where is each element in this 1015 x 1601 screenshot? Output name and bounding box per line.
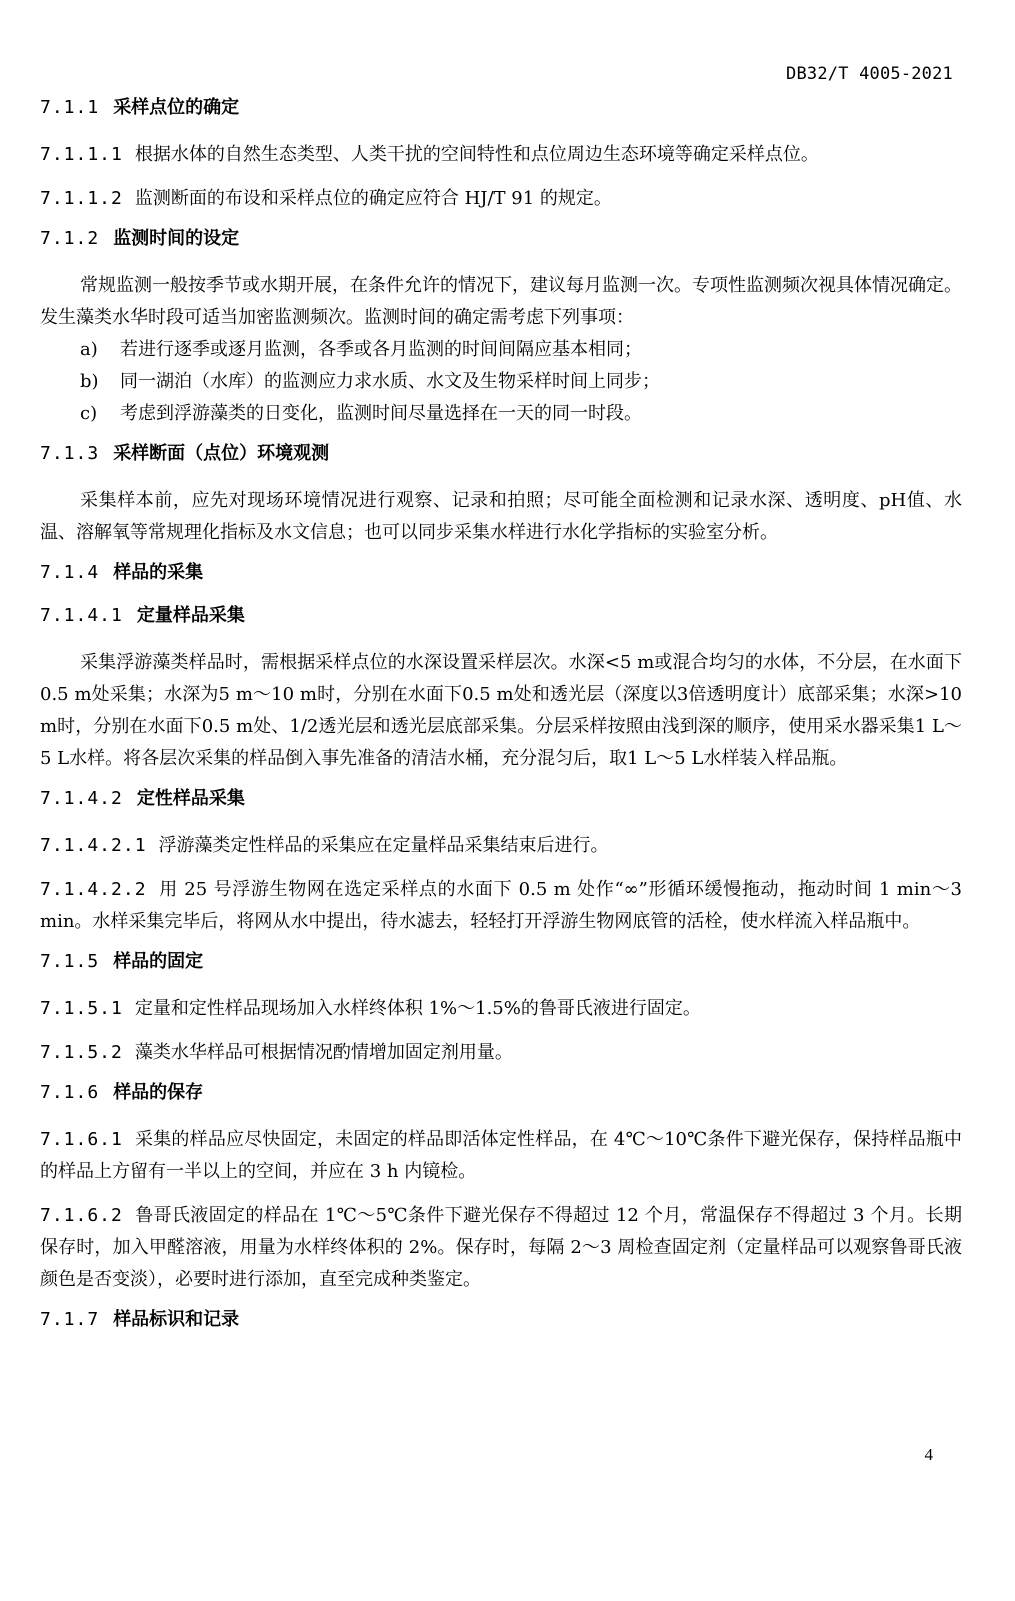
clause-number: 7.1.5.1 — [40, 998, 123, 1019]
list-marker: c) — [80, 403, 98, 424]
list-7-1-2 — [40, 334, 962, 430]
section-heading-7-1-7 — [40, 1308, 962, 1332]
section-number: 7.1.1 — [40, 97, 100, 118]
clause-number: 7.1.1.1 — [40, 144, 123, 165]
document-code: DB32/T 4005-2021 — [786, 64, 953, 84]
section-title: 监测时间的设定 — [113, 228, 240, 249]
clause-text: 监测断面的布设和采样点位的确定应符合 HJ/T 91 的规定。 — [134, 188, 612, 209]
list-item — [40, 398, 962, 430]
section-title: 定量样品采集 — [136, 605, 245, 626]
clause-7-1-1-1 — [40, 139, 962, 171]
paragraph-7-1-4-1: 采集浮游藻类样品时，需根据采样点位的水深设置采样层次。水深<5 m或混合均匀的水体，不分层，在水面下0.5 m处采集；水深为5 m～10 m时，分别在水面下0.5 m处和透光层（深度以3倍透明度计）底部采集；水深>10 m时，分别在水面下0.5 m处、1/2透光层和透光层底部采集。分层采样按照由浅到深的顺序，使用采水器采集1 L～5 L水样。将各层次采集的样品倒入事先准备的清洁水桶，充分混匀后，取1 L～5 L水样装入样品瓶。 — [40, 652, 962, 769]
clause-7-1-1-2 — [40, 183, 962, 215]
section-number: 7.1.4.1 — [40, 605, 123, 626]
list-marker: a) — [80, 339, 98, 360]
clause-text: 藻类水华样品可根据情况酌情增加固定剂用量。 — [134, 1042, 513, 1063]
clause-number: 7.1.4.2.1 — [40, 835, 147, 856]
clause-number: 7.1.6.1 — [40, 1129, 123, 1150]
section-heading-7-1-2 — [40, 227, 962, 251]
section-title: 采样断面（点位）环境观测 — [113, 443, 330, 464]
clause-text: 采集的样品应尽快固定，未固定的样品即活体定性样品，在 4℃～10℃条件下避光保存，保持样品瓶中的样品上方留有一半以上的空间，并应在 3 h 内镜检。 — [40, 1129, 962, 1182]
section-number: 7.1.6 — [40, 1082, 100, 1103]
section-heading-7-1-4-1 — [40, 604, 962, 628]
document-body — [40, 96, 962, 1351]
page-number: 4 — [924, 1445, 933, 1464]
paragraph-7-1-3: 采集样本前，应先对现场环境情况进行观察、记录和拍照；尽可能全面检测和记录水深、透明度、pH值、水温、溶解氧等常规理化指标及水文信息；也可以同步采集水样进行水化学指标的实验室分析。 — [40, 490, 962, 543]
paragraph-7-1-2: 常规监测一般按季节或水期开展，在条件允许的情况下，建议每月监测一次。专项性监测频次视具体情况确定。发生藻类水华时段可适当加密监测频次。监测时间的确定需考虑下列事项： — [40, 275, 962, 328]
section-title: 样品的固定 — [113, 951, 204, 972]
list-item-text: 同一湖泊（水库）的监测应力求水质、水文及生物采样时间上同步； — [120, 371, 660, 392]
section-number: 7.1.7 — [40, 1309, 100, 1330]
clause-7-1-6-2 — [40, 1200, 962, 1296]
clause-7-1-4-2-1 — [40, 830, 962, 862]
section-number: 7.1.3 — [40, 443, 100, 464]
section-heading-7-1-6 — [40, 1081, 962, 1105]
clause-text: 鲁哥氏液固定的样品在 1℃～5℃条件下避光保存不得超过 12 个月，常温保存不得超过 3 个月。长期保存时，加入甲醛溶液，用量为水样终体积的 2%。保存时，每隔 2～3 周检查固定剂（定量样品可以观察鲁哥氏液颜色是否变淡），必要时进行添加，直至完成种类鉴定。 — [40, 1205, 962, 1290]
clause-number: 7.1.5.2 — [40, 1042, 123, 1063]
section-heading-7-1-4 — [40, 561, 962, 585]
section-title: 样品标识和记录 — [113, 1309, 240, 1330]
clause-text: 定量和定性样品现场加入水样终体积 1%～1.5%的鲁哥氏液进行固定。 — [134, 998, 701, 1019]
clause-7-1-4-2-2 — [40, 874, 962, 938]
section-title: 样品的采集 — [113, 562, 204, 583]
clause-text: 用 25 号浮游生物网在选定采样点的水面下 0.5 m 处作“∞”形循环缓慢拖动，拖动时间 1 min～3 min。水样采集完毕后，将网从水中提出，待水滤去，轻轻打开浮游生物网底管的活栓，使水样流入样品瓶中。 — [40, 879, 962, 932]
list-item-text: 若进行逐季或逐月监测，各季或各月监测的时间间隔应基本相同； — [120, 339, 642, 360]
section-heading-7-1-5 — [40, 950, 962, 974]
section-number: 7.1.5 — [40, 951, 100, 972]
section-heading-7-1-1 — [40, 96, 962, 120]
clause-7-1-5-1 — [40, 993, 962, 1025]
clause-7-1-5-2 — [40, 1037, 962, 1069]
clause-number: 7.1.6.2 — [40, 1205, 123, 1226]
clause-text: 浮游藻类定性样品的采集应在定量样品采集结束后进行。 — [158, 835, 609, 856]
clause-number: 7.1.4.2.2 — [40, 879, 147, 900]
section-number: 7.1.4.2 — [40, 788, 123, 809]
list-item — [40, 366, 962, 398]
section-number: 7.1.4 — [40, 562, 100, 583]
list-marker: b) — [80, 371, 99, 392]
clause-7-1-6-1 — [40, 1124, 962, 1188]
list-item — [40, 334, 962, 366]
section-number: 7.1.2 — [40, 228, 100, 249]
clause-number: 7.1.1.2 — [40, 188, 123, 209]
section-heading-7-1-4-2 — [40, 787, 962, 811]
clause-text: 根据水体的自然生态类型、人类干扰的空间特性和点位周边生态环境等确定采样点位。 — [134, 144, 819, 165]
section-title: 定性样品采集 — [136, 788, 245, 809]
section-heading-7-1-3 — [40, 442, 962, 466]
list-item-text: 考虑到浮游藻类的日变化，监测时间尽量选择在一天的同一时段。 — [120, 403, 642, 424]
section-title: 样品的保存 — [113, 1082, 204, 1103]
section-title: 采样点位的确定 — [113, 97, 240, 118]
